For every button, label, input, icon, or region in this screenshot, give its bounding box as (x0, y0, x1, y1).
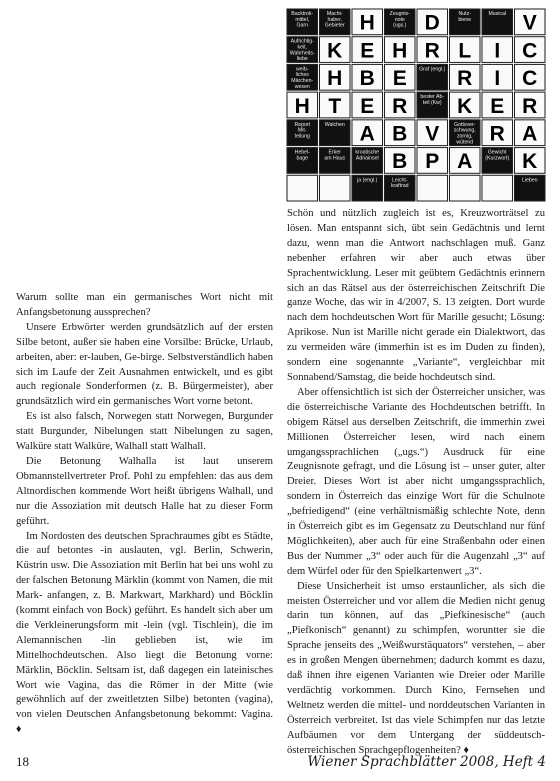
handwritten-letter: B (392, 150, 408, 174)
handwritten-letter: R (522, 94, 538, 118)
journal-title: Wiener Sprachblätter 2008, Heft 4 (307, 754, 546, 770)
crossword-photo (286, 8, 546, 202)
grid-cell (450, 175, 481, 201)
handwritten-letter: V (425, 122, 440, 146)
left-paragraph-5: Im Nordosten des deutschen Sprachraumes gibt es Städte, die auf betontes -in auslauten, vgl. Berlin, Schwerin, Küstrin usw. Die Assoziation mit Berlin hat bei uns wohl zu der falschen Betonung Märklin (kommt von Namen, die mit Mark- anfangen, z. B. Markwart, Markhard) und Böcklin (kommt einfach von Bock) geführt. Es handelt sich aber um die Verkleinerungsform mit -lein (vgl. Tischlein), die im Alemannischen -lin geblieben ist, wie im Mittelhochdeutschen. Also liegt die Betonung vorne: Märklin, Böcklin. Seltsam ist, daß dagegen ein lateinisches Wort wie Vagina, das die Römer in der Mitte (wie gewöhnlich auf der zweitletzten Silbe) betonten (vagina), von vielen Deutschen Anfangsbetonung bekommt: Vagina. ♦ (16, 530, 273, 736)
handwritten-letter: P (425, 150, 440, 174)
handwritten-letter: D (424, 11, 440, 35)
handwritten-letter: C (522, 39, 538, 63)
handwritten-letter: K (457, 94, 473, 118)
handwritten-letter: L (458, 39, 472, 63)
grid-cell (287, 175, 318, 201)
clue-text: Macht-haber, Gebieter (324, 11, 345, 29)
handwritten-letter: R (489, 122, 505, 146)
clue-text: Report Mit-teilung (294, 121, 311, 140)
handwritten-letter: H (392, 39, 408, 63)
page-number: 18 (16, 754, 29, 769)
handwritten-letter: E (392, 67, 407, 91)
right-column (287, 207, 545, 759)
clue-text: ja (engl.) (357, 177, 378, 184)
handwritten-letter: E (360, 94, 375, 118)
clue-text: bester Ab-teil (Kw) (420, 94, 445, 106)
clue-text: Lieben (521, 177, 538, 184)
handwritten-letter: H (327, 67, 343, 91)
handwritten-letter: H (359, 11, 375, 35)
grid-cell (320, 175, 351, 201)
clue-text: Zeugnis-note (ugs.) (389, 11, 410, 29)
handwritten-letter: A (359, 122, 375, 146)
handwritten-letter: E (360, 39, 375, 63)
grid-cell (482, 175, 513, 201)
handwritten-letter: B (392, 122, 408, 146)
clue-text: Nutz-biene (458, 11, 472, 23)
handwritten-letter: K (327, 39, 343, 63)
right-paragraph-3: Diese Unsicherheit ist umso erstaunlicher, als sich die meisten Österreicher und vor allem die Medien nicht genug darin tun können, auf das „Piefkinesische“ (auch „Piefkonisch“ genannt) zu schimpfen, woruntter sie die Sprache jenseits des „Weißwurstäquators“ verstehen, – aber es in großen Mengen übernehmen; dadurch kommt es dazu, daß ihnen ihre eigenen Varianten wie Dreier oder Marille verdächtig vorkommen. Durch Kino, Fernsehen und Weltnetz werden die mittel- und norddeutschen Varianten in Österreich verbreitet. Ist das viele Schimpfen nur das letzte Aufbäumen vor dem Untergang der süddeutsch-österreichischen Sprachgepflogenheiten? ♦ (287, 580, 545, 756)
clue-text: Aufrichtig-keit, Wahrheits-liebe (289, 38, 315, 63)
clue-text: Backtrok-mittel, Garn (291, 11, 314, 29)
right-paragraph-1: Schön und nützlich zugleich ist es, Kreuzworträtsel zu lösen. Man entspannt sich, übt sein Gedächtnis und lernt dazu, wenn man die Antwort nachschlagen muß. Ganz nebenher erfahren wir aber auch etwas über Sprachentwicklung. Leser mit geübtem Gedächtnis erinnern sich an das Rätsel aus der österreichischen Zeitschrift Die ganze Woche, das wir in 4/2007, S. 13 zeigten. Dort wurde nach dem hochdeutschen Wort für Marille gesucht; Lösung: Aprikose. Nun ist Marille nicht gerade ein Dialektwort, das zu vermeiden wäre (immerhin ist es im Duden zu finden), sondern eine sogenannte „Variante“, vergleichbar mit Sonnabend/Samstag, die beide hochdeutsch sind. (287, 208, 545, 383)
handwritten-letter: R (457, 67, 473, 91)
handwritten-letter: A (522, 122, 538, 146)
handwritten-letter: K (522, 150, 538, 174)
grid-cell (417, 175, 448, 201)
right-paragraph-2: Aber offensichtlich ist sich der Österreicher unsicher, was die österreichische Variante des Hochdeutschen betrifft. In obigem Rätsel aus derselben Zeitschrift, die immerhin zwei Millionen Österreicher lesen, wird nach einem umgangssprachlichen („ugs.“) Ausdruck für eine Zeugnisnote gefragt, und die Lösung ist – unser guter, alter Dreier. Dieses Wort ist aber nicht umgangssprachlich, sondern in Österreich das einzige Wort für die Schulnote „befriedigend“ (eine verhältnismäßig schlechte Note, denn in Österreich gibt es im Gegensatz zu Deutschland nur fünf Möglichkeiten), aber auch für eine Straßenbahn oder einen Bus der Nummer „3“ oder auch für die Augenzahl „3“ auf dem Würfel oder für den Spielkartenwert „3“. (287, 386, 545, 577)
left-paragraph-1: Warum sollte man ein germanisches Wort nicht mit Anfangsbetonung aussprechen? (16, 292, 273, 318)
clue-text: weib-liches Märchen-wesen (291, 66, 314, 90)
left-paragraph-4: Die Betonung Walhalla ist laut unserem Obmannstellvertreter Prof. Pohl zu empfehlen: das aus dem Altnordischen kommende Wort heißt übrigens Walhall, und nur die Assoziation mit deutsch Halle hat zu dieser Form geführt. (16, 455, 273, 527)
left-column (16, 291, 273, 738)
clue-text: Leicht-kraftrad (390, 177, 409, 190)
clue-text: Hebel-bage (294, 149, 310, 162)
clue-text: Gewicht (Kurzwort) (485, 149, 510, 162)
handwritten-letter: V (522, 11, 537, 35)
handwritten-letter: A (457, 150, 473, 174)
handwritten-letter: R (424, 39, 440, 63)
clue-text: Gottsver-schwung, zornig, wütend (453, 121, 476, 146)
handwritten-letter: E (490, 94, 505, 118)
handwritten-letter: I (494, 67, 501, 91)
clue-text: Graf (engl.) (419, 66, 446, 73)
clue-text: Walchen (324, 121, 345, 128)
crossword-grid (286, 8, 546, 202)
left-paragraph-2: Unsere Erbwörter werden grundsätzlich auf der ersten Silbe betont, außer sie haben eine Vorsilbe: Brücke, Urlaub, arbeiten, aber: er-lauben, Ge-birge. Selbstverständlich haben sich im Laufe der Zeit Ausnahmen entwickelt, und es gibt auch regionale Sonderformen (z. B. Bürgermeister), aber grundsätzlich wird ein germanisches Wort vorne betont. (16, 321, 273, 408)
handwritten-letter: H (294, 94, 310, 118)
handwritten-letter: T (328, 94, 342, 118)
handwritten-letter: B (359, 67, 375, 91)
handwritten-letter: R (392, 94, 408, 118)
handwritten-letter: C (522, 67, 538, 91)
clue-text: Musical (488, 11, 507, 17)
left-paragraph-3: Es ist also falsch, Norwegen statt Norwegen, Burgunder statt Burgunder, Nibelungen statt Nibelungen zu sagen, Walküre statt Walküre, Walhall statt Walhall. (16, 411, 273, 453)
handwritten-letter: I (494, 39, 501, 63)
clue-text: Erker am Haus (324, 149, 346, 162)
clue-text: kroatische Adriainsel (355, 149, 380, 162)
